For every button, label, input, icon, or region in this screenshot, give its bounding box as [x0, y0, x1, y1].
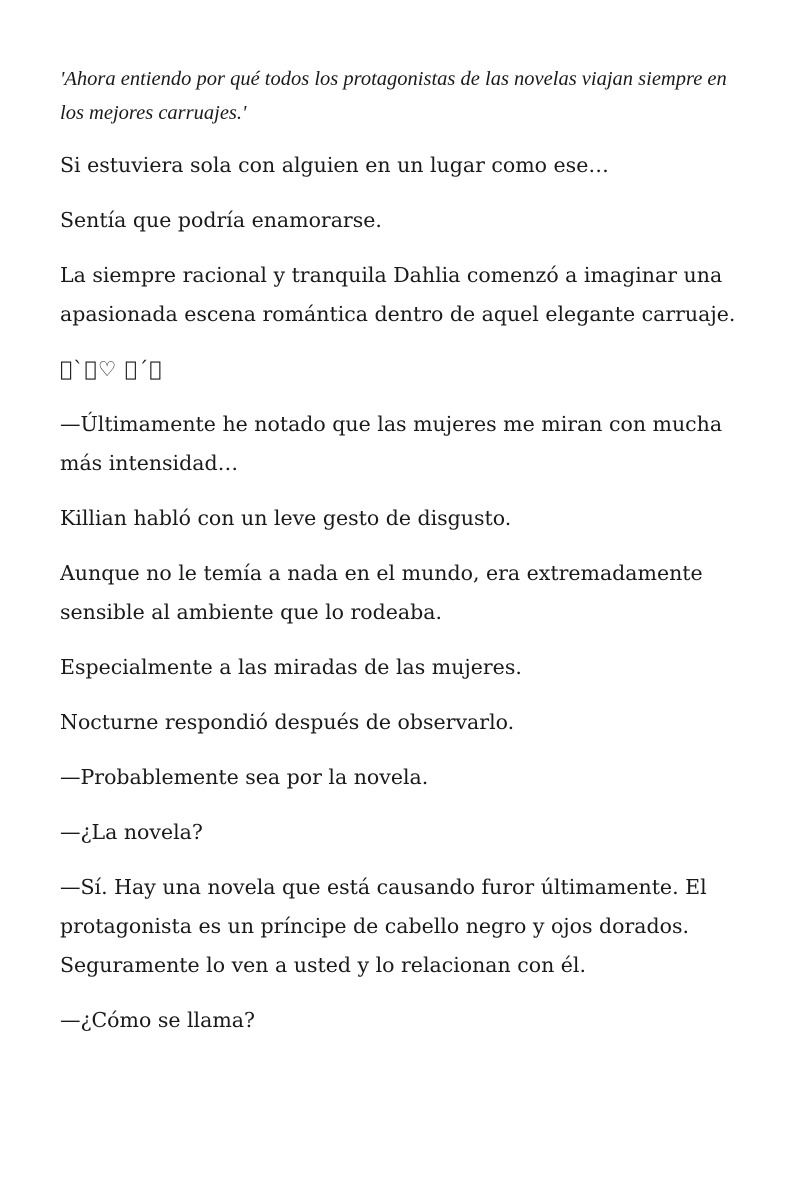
inner-thought: 'Ahora entiendo por qué todos los protagonistas de las novelas viajan siempre en los mejores carruajes.' — [60, 68, 727, 124]
emoticon-divider: 󰀀`󰀀♡ 󰀀´󰀀 — [60, 357, 163, 381]
dialogue-line: —Sí. Hay una novela que está causando furor últimamente. El protagonista es un príncipe de cabello negro y ojos dorados. Seguramente lo ven a usted y lo relacionan con él. — [60, 875, 707, 977]
paragraph: La siempre racional y tranquila Dahlia comenzó a imaginar una apasionada escena romántica dentro de aquel elegante carruaje. — [60, 263, 736, 326]
paragraph: Si estuviera sola con alguien en un lugar como ese… — [60, 153, 609, 177]
dialogue-line: —¿Cómo se llama? — [60, 1008, 255, 1032]
paragraph: Nocturne respondió después de observarlo. — [60, 710, 515, 734]
document-page — [60, 62, 740, 1056]
dialogue-line: —Últimamente he notado que las mujeres me miran con mucha más intensidad… — [60, 412, 723, 475]
paragraph: Sentía que podría enamorarse. — [60, 208, 382, 232]
dialogue-line: —Probablemente sea por la novela. — [60, 765, 429, 789]
dialogue-line: —¿La novela? — [60, 820, 203, 844]
paragraph: Killian habló con un leve gesto de disgusto. — [60, 506, 512, 530]
paragraph: Aunque no le temía a nada en el mundo, era extremadamente sensible al ambiente que lo rodeaba. — [60, 561, 703, 624]
paragraph: Especialmente a las miradas de las mujeres. — [60, 655, 522, 679]
